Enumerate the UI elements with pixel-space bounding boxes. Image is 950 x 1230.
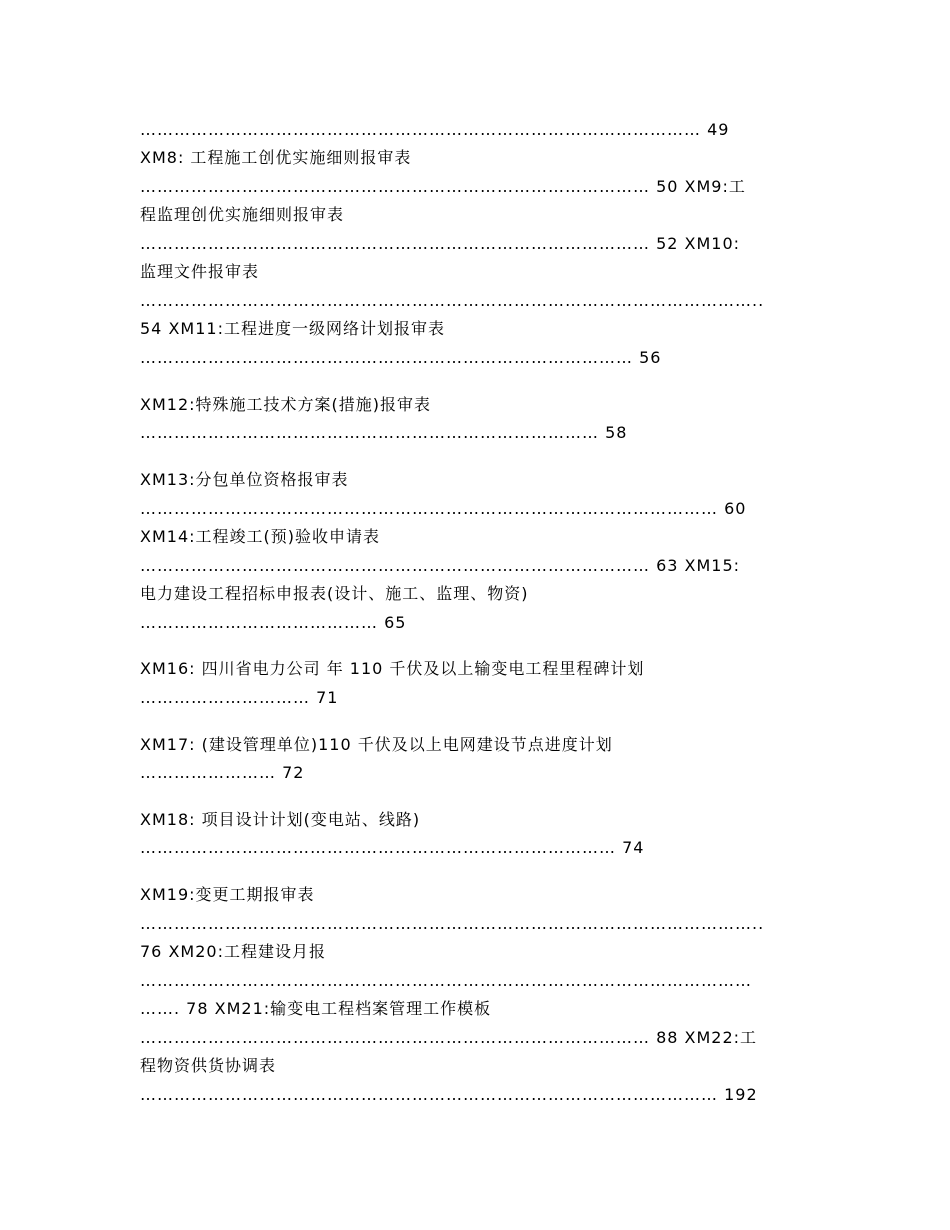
toc-line: ……………………………………………………………………………………… 49 [140, 120, 730, 139]
toc-line: ……………………………………………………………………………… 88 XM22:工 [140, 1028, 758, 1047]
toc-line: ………………………………………………………………………………………… 60 [140, 499, 747, 518]
toc-line: XM17: (建设管理单位)110 千伏及以上电网建设节点进度计划 [140, 735, 613, 754]
toc-line: …………………… 72 [140, 763, 305, 782]
toc-line: XM13:分包单位资格报审表 [140, 470, 349, 489]
toc-line: 程物资供货协调表 [140, 1056, 277, 1075]
toc-line: 监理文件报审表 [140, 262, 260, 281]
toc-line: ……………………………………………………………………………… 63 XM15: [140, 556, 741, 575]
toc-line: ………………………………………………………………………………………… 192 [140, 1085, 758, 1104]
toc-line: 电力建设工程招标申报表(设计、施工、监理、物资) [140, 584, 529, 603]
toc-line: ……………………………………………………………………… 58 [140, 423, 628, 442]
toc-line: 54 XM11:工程进度一级网络计划报审表 [140, 319, 445, 338]
toc-line: ……. 78 XM21:输变电工程档案管理工作模板 [140, 999, 492, 1018]
toc-line: ………………………… 71 [140, 688, 339, 707]
toc-line: XM12:特殊施工技术方案(措施)报审表 [140, 395, 432, 414]
toc-line: XM8: 工程施工创优实施细则报审表 [140, 148, 412, 167]
toc-line: ……………………………………………………………………………… 52 XM10: [140, 234, 741, 253]
toc-line: …………………………………… 65 [140, 613, 407, 632]
toc-line: 程监理创优实施细则报审表 [140, 205, 345, 224]
toc-line: 76 XM20:工程建设月报 [140, 942, 326, 961]
toc-line: XM19:变更工期报审表 [140, 885, 315, 904]
toc-line: ……………………………………………………………………………………………… [140, 971, 752, 990]
toc-line: XM14:工程竣工(预)验收申请表 [140, 527, 381, 546]
toc-line: ……………………………………………………………………………………………….. [140, 291, 765, 310]
toc-line: ……………………………………………………………………………… 50 XM9:工 [140, 177, 746, 196]
toc-line: ……………………………………………………………………………………………….. [140, 914, 765, 933]
toc-line: ………………………………………………………………………… 74 [140, 838, 645, 857]
toc-line: …………………………………………………………………………… 56 [140, 348, 662, 367]
toc-line: XM16: 四川省电力公司 年 110 千伏及以上输变电工程里程碑计划 [140, 659, 645, 678]
toc-line: XM18: 项目设计计划(变电站、线路) [140, 810, 421, 829]
